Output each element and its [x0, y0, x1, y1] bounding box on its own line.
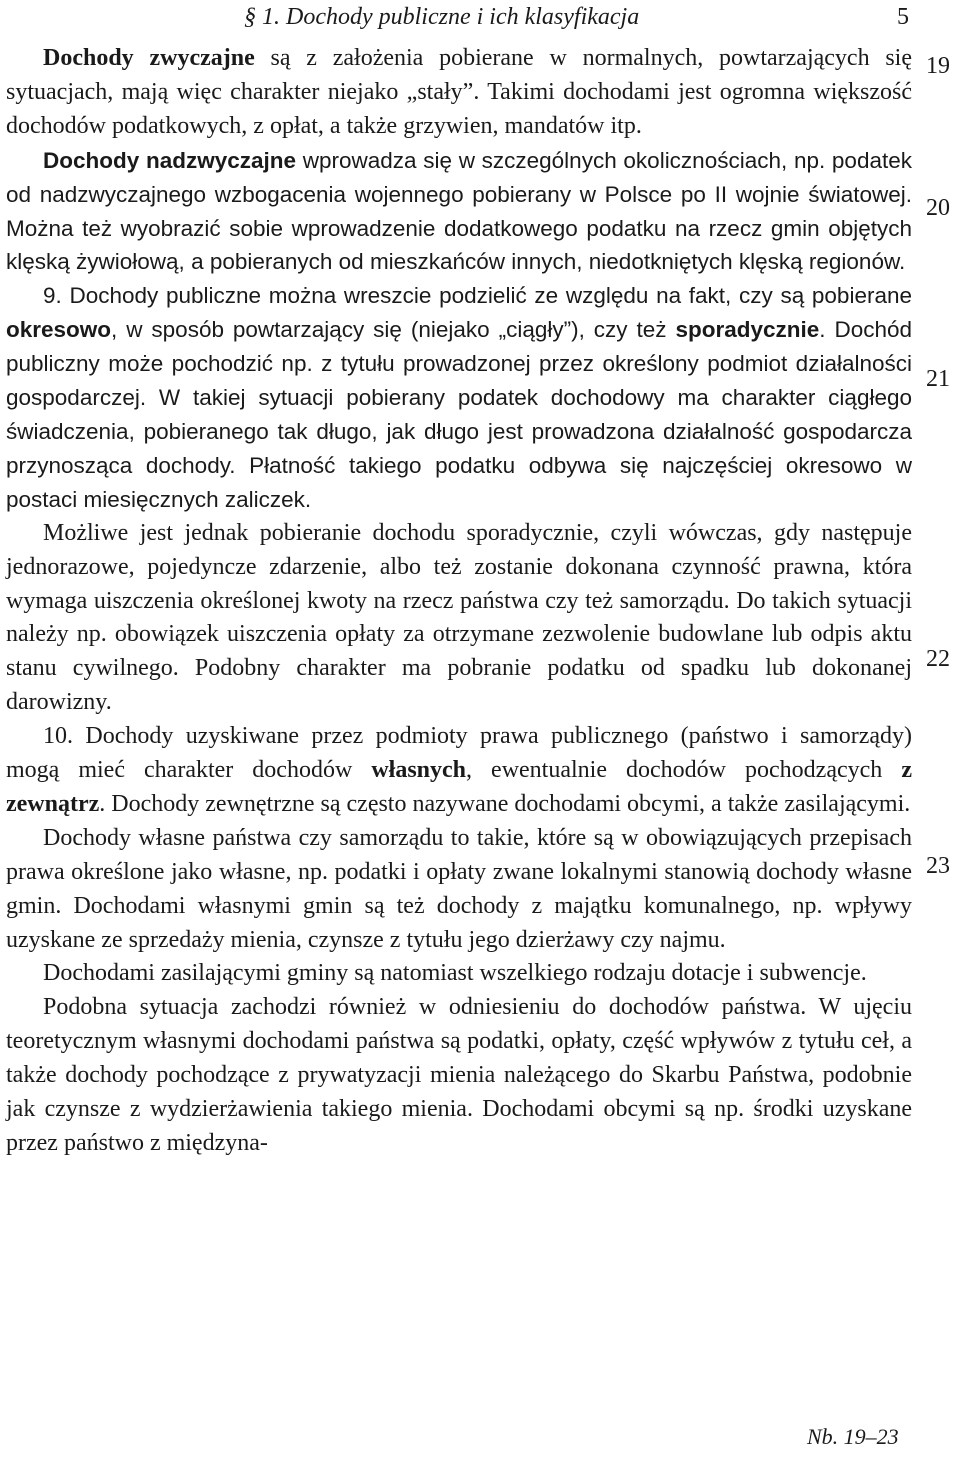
term-periodic: okresowo [6, 317, 112, 343]
paragraph-text: Dochody własne państwa czy samorządu to takie, które są w obowiązujących przepisach prawa określone jako własne, np. podatki i opłaty zwane lokalnymi stanowią dochody własne gmin. Dochodami własnymi gmin są też dochody z majątku komunalnego, np. wpływy uzyskane ze sprzedaży mienia, czynsze z tytułu jego dzierżawy czy najmu. [6, 824, 912, 953]
paragraph-text: Dochodami zasilającymi gminy są natomiast wszelkiego rodzaju dotacje i subwencje. [43, 960, 867, 987]
paragraph-ordinary-revenue [6, 42, 912, 144]
paragraph-sporadic-revenue [6, 517, 912, 720]
page-header [0, 0, 960, 40]
page-footer-reference: Nb. 19–23 [807, 1424, 899, 1449]
term-own: własnych [371, 757, 467, 784]
paragraph-text: , ewentualnie dochodów pochodzących [466, 757, 902, 784]
paragraph-periodic-revenue [6, 279, 912, 516]
term-external: z zewnątrz [6, 757, 912, 817]
paragraph-text: 9. Dochody publiczne można wreszcie podzielić ze względu na fakt, czy są pobierane [43, 283, 912, 309]
margin-number: 20 [926, 195, 950, 221]
paragraph-text: Podobna sytuacja zachodzi również w odniesieniu do dochodów państwa. W ujęciu teoretycznym własnymi dochodami państwa są podatki, opłaty, część wpływów z tytułu ceł, a także dochody pochodzące z prywatyzacji mienia należącego do Skarbu Państwa, podobnie jak czynsze z wydzierżawienia takiego mienia. Dochodami obcymi są np. środki uzyskane przez państwo z międzyna- [6, 994, 912, 1156]
paragraph-own-revenue-definition [6, 822, 912, 958]
term-sporadic: sporadycznie [675, 317, 820, 343]
paragraph-text: są z założenia pobierane w normalnych, powtarzających się sytuacjach, mają więc charakter niejako „stały”. Takimi dochodami jest ogromna większość dochodów podatkowych, z opłat, a także grzywien, mandatów itp. [6, 45, 913, 139]
paragraph-text: , w sposób powtarzający się (niejako „ciągły”), czy też [111, 317, 676, 343]
paragraph-state-revenue [6, 991, 912, 1161]
margin-number: 19 [926, 53, 950, 79]
paragraph-subsidies [6, 957, 912, 991]
term-extraordinary-revenue: Dochody nadzwyczajne [43, 147, 297, 173]
paragraph-text: 10. Dochody uzyskiwane przez podmioty prawa publicznego (państwo i samorządy) mogą mieć charakter dochodów [6, 723, 912, 784]
paragraph-text: Możliwe jest jednak pobieranie dochodu sporadycznie, czyli wówczas, gdy następuje jednorazowe, pojedyncze zdarzenie, albo też zostanie dokonana czynność prawna, która wymaga uiszczenia określonej kwoty na rzecz państwa czy też samorządu. Do takich sytuacji należy np. obowiązek uiszczenia opłaty za otrzymane zezwolenie budowlane lub odpis aktu stanu cywilnego. Podobny charakter ma pobranie podatku od spadku lub dokonanej darowizny. [6, 519, 912, 716]
page-number: 5 [897, 4, 909, 30]
margin-number: 23 [926, 853, 950, 879]
running-title: § 1. Dochody publiczne i ich klasyfikacja [244, 4, 640, 30]
term-ordinary-revenue: Dochody zwyczajne [43, 45, 255, 71]
body-text [6, 42, 912, 1161]
margin-number: 21 [926, 366, 950, 392]
paragraph-extraordinary-revenue [6, 144, 912, 280]
margin-number: 22 [926, 646, 950, 672]
paragraph-text: wprowadza się w szczególnych okolicznościach, np. podatek od nadzwyczajnego wzbogacenia wojennego pobierany w Polsce po II wojnie światowej. Można też wyobrazić sobie wprowadzenie dodatkowego podatku na rzecz gmin objętych klęską żywiołową, a pobieranych od mieszkańców innych, niedotkniętych klęską regionów. [6, 147, 912, 275]
paragraph-text: . Dochód publiczny może pochodzić np. z tytułu prowadzonej przez określony podmiot działalności gospodarczej. W takiej sytuacji pobierany podatek dochodowy ma charakter ciągłego świadczenia, pobieranego tak długo, jak długo jest prowadzona działalność gospodarcza przynosząca dochody. Płatność takiego podatku odbywa się najczęściej okresowo w postaci miesięcznych zaliczek. [6, 317, 912, 512]
paragraph-text: . Dochody zewnętrzne są często nazywane dochodami obcymi, a także zasilającymi. [99, 790, 911, 817]
paragraph-own-external-revenue [6, 720, 912, 822]
